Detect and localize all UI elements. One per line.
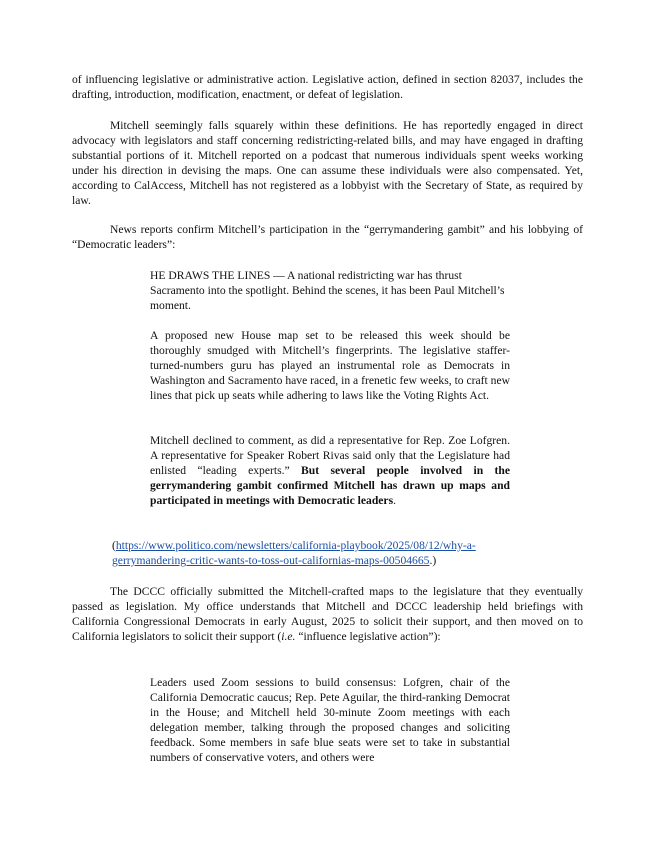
blockquote-mitchell-declined	[150, 433, 510, 508]
citation-close-paren: .)	[429, 554, 437, 567]
paragraph-mitchell-definitions: Mitchell seemingly falls squarely within these definitions. He has reportedly engaged in direct advocacy with legislators and staff concerning redistricting-related bills, and may have engaged in drafting substantial portions of it. Mitchell reported on a podcast that numerous individuals spent weeks working under his direction in devising the maps. One can assume these individuals were also compensated. Yet, according to CalAccess, Mitchell has not registered as a lobbyist with the Secretary of State, as required by law.	[72, 119, 583, 207]
politico-link-part-2[interactable]: gerrymandering-critic-wants-to-toss-out-californias-maps-00504665	[112, 554, 430, 567]
paragraph-news-reports: News reports confirm Mitchell’s participation in the “gerrymandering gambit” and his lobbying of “Democratic leaders”:	[72, 223, 583, 251]
paragraph-legislative-action: of influencing legislative or administrative action. Legislative action, defined in section 82037, includes the drafting, introduction, modification, enactment, or defeat of legislation.	[72, 73, 583, 101]
dccc-text-part-1: The DCCC officially submitted the Mitchell-crafted maps to the legislature that they eventually passed as legislation. My office understands that Mitchell and DCCC leadership held briefings with California Congressional Democrats in early August, 2025 to solicit their support, and then moved on to California legislators to solicit their support (	[72, 585, 583, 643]
quote-bold-text: But several people involved in the gerrymandering gambit confirmed Mitchell has drawn up maps and participated in meetings with Democratic leaders	[150, 464, 510, 507]
dccc-text-ie: i.e.	[281, 630, 296, 643]
politico-citation	[112, 538, 552, 568]
quote-end-period: .	[393, 494, 397, 507]
dccc-text-part-2: “influence legislative action”):	[295, 630, 441, 643]
blockquote-he-draws-the-lines: HE DRAWS THE LINES — A national redistricting war has thrust Sacramento into the spotlight. Behind the scenes, it has been Paul Mitchell’s moment.	[150, 269, 505, 312]
blockquote-zoom-sessions: Leaders used Zoom sessions to build consensus: Lofgren, chair of the California Democratic caucus; Rep. Pete Aguilar, the third-ranking Democrat in the House; and Mitchell held 30-minute Zoom meetings with each delegation member, talking through the proposed changes and soliciting feedback. Some members in safe blue seats were set to take in substantial numbers of conservative voters, and others were	[150, 676, 510, 764]
quote-plain-text: Mitchell declined to comment, as did a representative for Rep. Zoe Lofgren. A representative for Speaker Robert Rivas said only that the Legislature had enlisted “leading experts.”	[150, 434, 510, 477]
politico-link-part-1[interactable]: https://www.politico.com/newsletters/california-playbook/2025/08/12/why-a-	[115, 539, 476, 552]
citation-open-paren: (	[112, 539, 116, 552]
blockquote-proposed-house-map: A proposed new House map set to be released this week should be thoroughly smudged with Mitchell’s fingerprints. The legislative staffer-turned-numbers guru has played an instrumental role as Democrats in Washington and Sacramento have raced, in a frenetic few weeks, to craft new lines that pick up seats while adhering to laws like the Voting Rights Act.	[150, 329, 510, 402]
paragraph-dccc-maps	[72, 584, 583, 644]
